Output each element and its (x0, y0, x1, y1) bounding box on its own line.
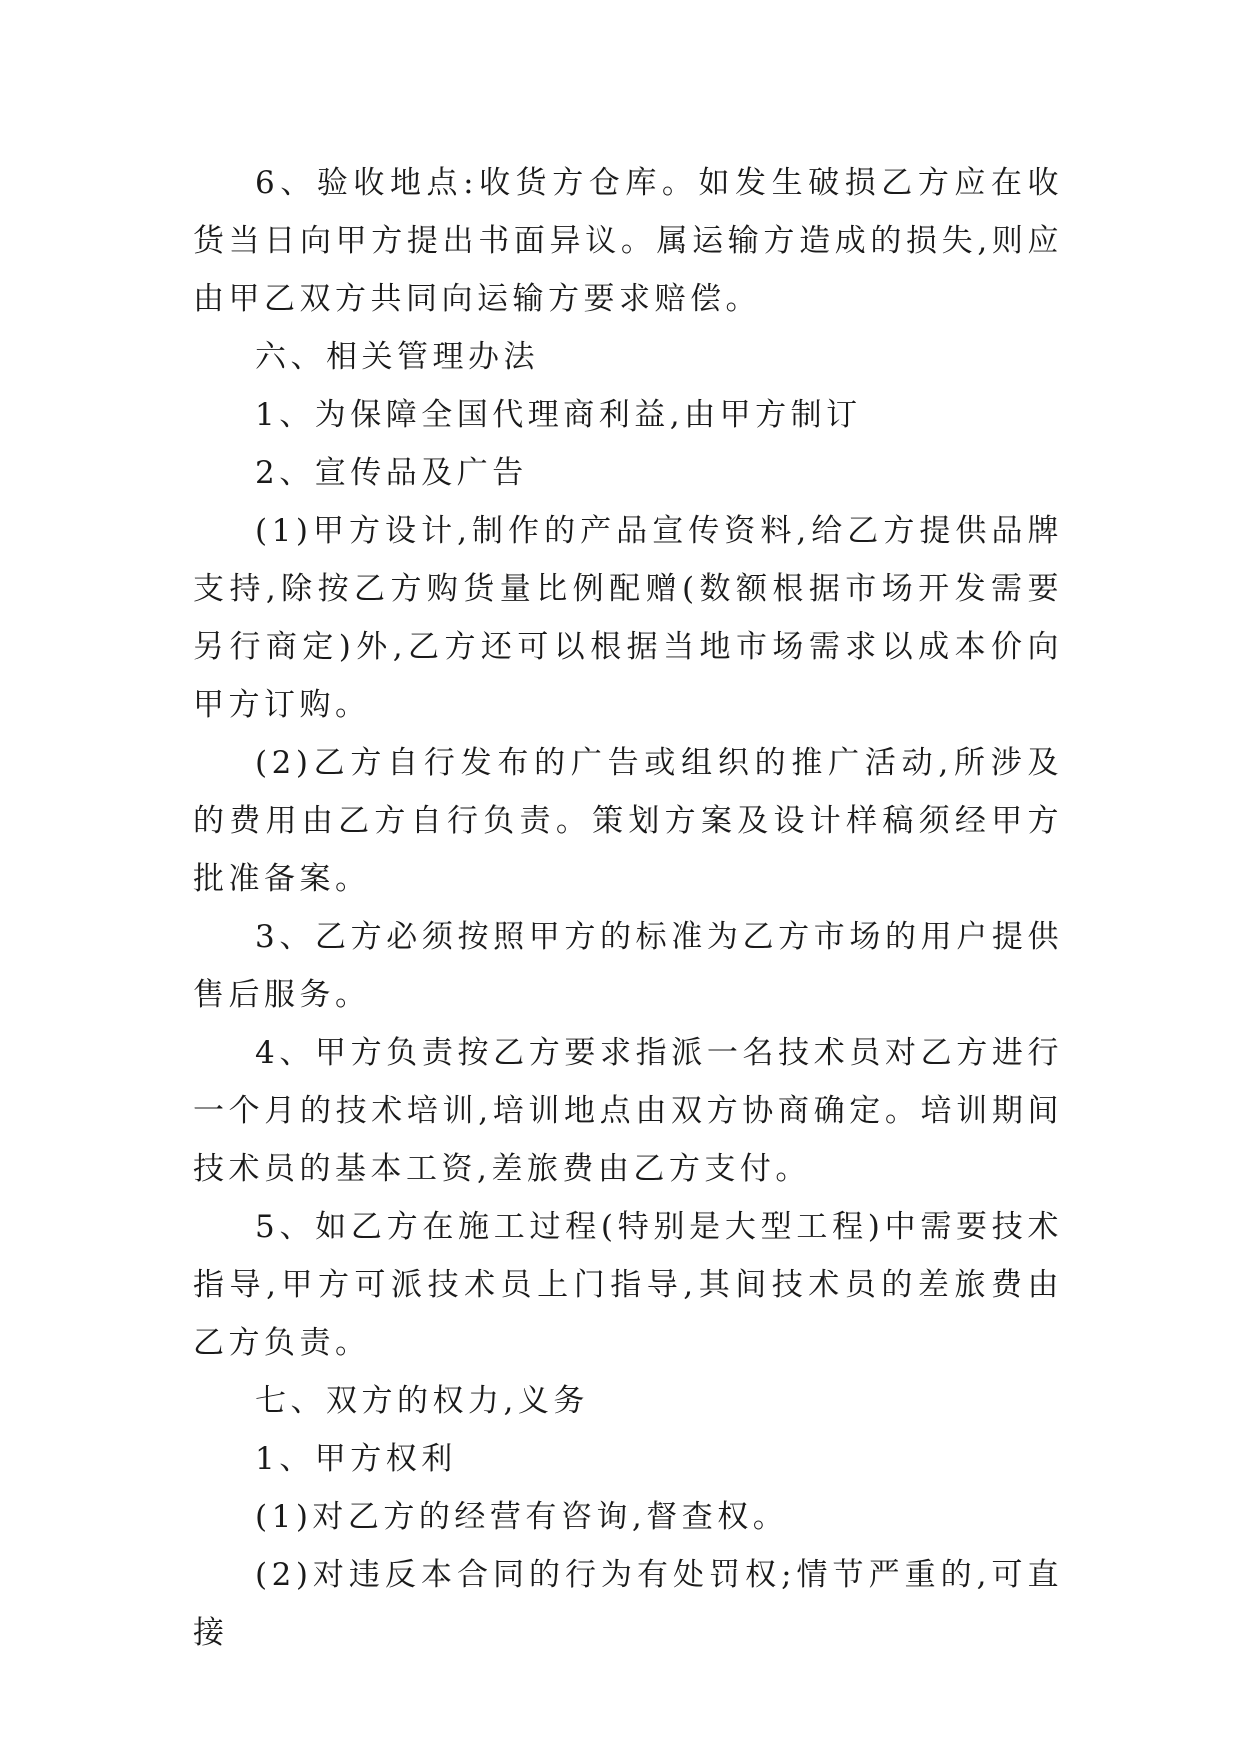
paragraph-ad-costs: (2)乙方自行发布的广告或组织的推广活动,所涉及的费用由乙方自行负责。策划方案及设计样稿须经甲方批准备案。 (193, 745, 1063, 897)
paragraph-acceptance-location: 6、验收地点:收货方仓库。如发生破损乙方应在收货当日向甲方提出书面异议。属运输方造成的损失,则应由甲乙双方共同向运输方要求赔偿。 (193, 165, 1063, 317)
paragraph-party-a-rights: 1、甲方权利 (255, 1441, 457, 1477)
paragraph-agent-interest: 1、为保障全国代理商利益,由甲方制订 (255, 397, 862, 433)
paragraph-after-sales: 3、乙方必须按照甲方的标准为乙方市场的用户提供售后服务。 (193, 919, 1063, 1013)
paragraph-penalty-right: (2)对违反本合同的行为有处罚权;情节严重的,可直接 (193, 1557, 1063, 1651)
paragraph-promo-materials: (1)甲方设计,制作的产品宣传资料,给乙方提供品牌支持,除按乙方购货量比例配赠(数额根据市场开发需要另行商定)外,乙方还可以根据当地市场需求以成本价向甲方订购。 (193, 513, 1063, 723)
paragraph-consult-supervise: (1)对乙方的经营有咨询,督查权。 (255, 1499, 789, 1535)
section-heading-rights-obligations: 七、双方的权力,义务 (255, 1383, 589, 1419)
paragraph-technical-training: 4、甲方负责按乙方要求指派一名技术员对乙方进行一个月的技术培训,培训地点由双方协商确定。培训期间技术员的基本工资,差旅费由乙方支付。 (193, 1035, 1063, 1187)
paragraph-technical-guidance: 5、如乙方在施工过程(特别是大型工程)中需要技术指导,甲方可派技术员上门指导,其间技术员的差旅费由乙方负责。 (193, 1209, 1063, 1361)
document-page (193, 154, 1063, 1662)
section-heading-management: 六、相关管理办法 (255, 339, 539, 375)
paragraph-promo-advertising: 2、宣传品及广告 (255, 455, 528, 491)
